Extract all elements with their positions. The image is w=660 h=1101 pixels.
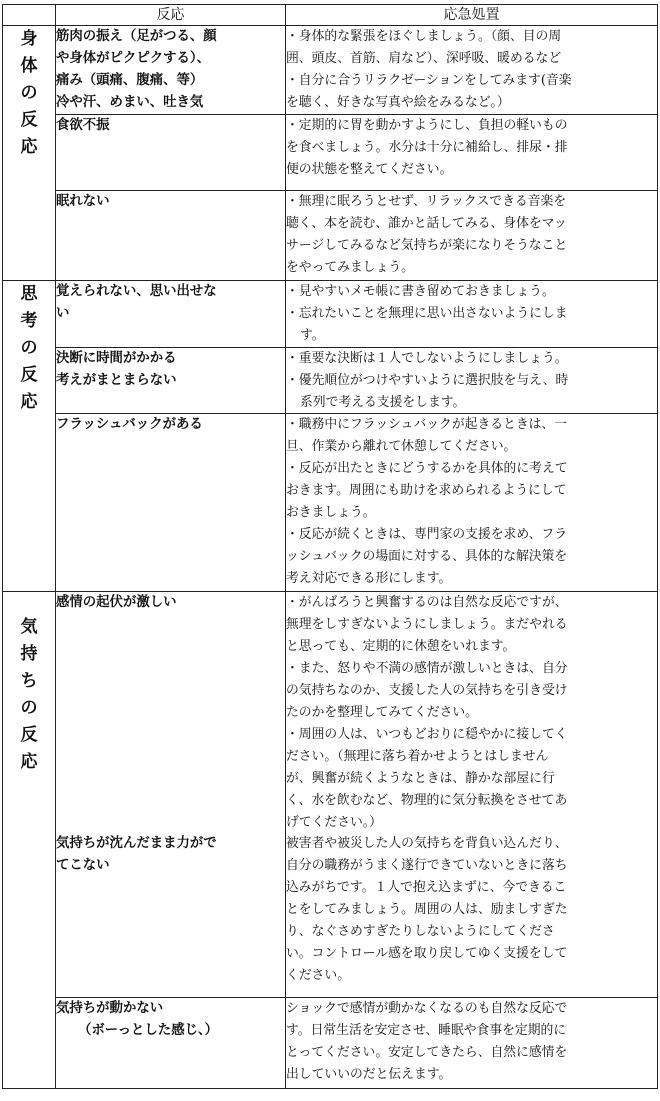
- action-line: 被害者や被災した人の気持ちを背負い込んだり、: [286, 836, 568, 852]
- header-category-blank: [3, 5, 56, 26]
- action-line: ・重要な決断は１人でしないようにしましょう。: [286, 350, 568, 366]
- action-line: ・定期的に胃を動かすようにし、負担の軽いもの: [286, 118, 568, 133]
- reaction-line: 筋肉の振え（足がつる、顔: [56, 29, 217, 44]
- action-cell: [286, 115, 658, 191]
- action-line: ・職務中にフラッシュバックが起きるときは、一: [286, 417, 568, 433]
- table-row: [3, 414, 658, 592]
- action-line: おきましょう。: [286, 505, 376, 521]
- action-line: 考え対応できる形にします。: [286, 570, 452, 586]
- category-char: ち: [20, 671, 38, 692]
- action-line: す。日常生活を安定させ、睡眠や食事を定期的に: [286, 1023, 567, 1039]
- action-line: 無理をしすぎないようにしましょう。まだやれる: [286, 617, 568, 633]
- category-char: 応: [20, 752, 38, 773]
- action-cell: [286, 998, 658, 1089]
- reaction-cell: [56, 281, 286, 348]
- action-line: とってください。安定してきたら、自然に感情を: [286, 1045, 568, 1061]
- action-line: 便の状態を整えてください。: [286, 161, 453, 177]
- category-char: の: [20, 698, 38, 719]
- action-line: サージしてみるなど気持ちが楽になりそうなこと: [286, 237, 568, 253]
- action-line: ・優先順位がつけやすいように選択肢を与え、時: [286, 372, 569, 388]
- reaction-line: 気持ちが沈んだまま力がで: [56, 836, 217, 852]
- action-line: の気持ちなのか、支援した人の気持ちを引き受け: [286, 683, 568, 699]
- action-cell: [286, 191, 658, 281]
- action-cell: [286, 281, 658, 348]
- category-char: の: [20, 83, 38, 103]
- action-line: ・周囲の人は、いつもどおりに穏やかに接してく: [286, 726, 568, 742]
- reaction-line: 痛み（頭痛、腹痛、等）: [56, 72, 204, 88]
- reaction-line: （ボーっとした感じ、）: [78, 1023, 219, 1039]
- header-row: [3, 5, 658, 26]
- reaction-cell: [56, 998, 286, 1089]
- reaction-cell: [56, 191, 286, 281]
- reaction-cell: [56, 414, 286, 592]
- reaction-line: 覚えられない、思い出せな: [56, 284, 217, 299]
- table-row: [3, 592, 658, 998]
- reaction-line: てこない: [56, 858, 110, 874]
- category-char: 応: [20, 137, 38, 157]
- header-reaction: 反応: [56, 5, 286, 26]
- action-line: い。コントロール感を取り戻してゆく支援をして: [286, 945, 568, 961]
- action-line: げてください。）: [286, 814, 382, 830]
- action-line: ・反応が出たときにどうするかを具体的に考えて: [286, 461, 568, 477]
- action-line: ッシュバックの場面に対する、具体的な解決策を: [286, 548, 568, 564]
- action-line: をやってみましょう。: [286, 259, 414, 275]
- category-body: [3, 26, 56, 281]
- category-char: 反: [20, 110, 38, 130]
- reaction-line: 気持ちが動かない: [56, 1001, 164, 1017]
- reaction-line: 決断に時間がかかる: [56, 350, 177, 366]
- action-line: たのかを整理してみてください。: [286, 704, 478, 720]
- action-line: を聴く、好きな写真や絵をみるなど。）: [286, 94, 510, 110]
- table-row: [3, 26, 658, 115]
- reaction-line: い: [56, 305, 70, 321]
- reaction-line: 冷や汗、めまい、吐き気: [56, 94, 204, 110]
- reaction-line: 考えがまとまらない: [56, 372, 177, 388]
- category-char: の: [20, 338, 38, 358]
- table-row: [3, 347, 658, 414]
- action-line: ショックで感情が動かなくなるのも自然な反応で: [286, 1001, 568, 1017]
- reaction-line: や身体がピクピクする）、: [56, 50, 210, 66]
- action-line: ・また、怒りや不満の感情が激しいときは、自分: [286, 661, 568, 677]
- action-line: ください。: [286, 967, 350, 983]
- action-line: ・無理に眠ろうとせず、リラックスできる音楽を: [286, 194, 567, 209]
- category-char: 気: [20, 617, 38, 638]
- category-char: 反: [20, 365, 38, 385]
- action-line: く、水を飲むなど、物理的に気分転換をさせてあ: [286, 792, 568, 808]
- category-char: 体: [20, 56, 38, 76]
- reaction-cell: [56, 26, 286, 115]
- category-feeling: [3, 592, 56, 1089]
- category-char: 反: [20, 725, 38, 746]
- reaction-cell: [56, 592, 286, 998]
- reaction-line: 食欲不振: [56, 118, 110, 133]
- action-cell: [286, 347, 658, 414]
- table-row: [3, 115, 658, 191]
- action-line: ・身体的な緊張をほぐしましょう。（顔、目の周: [286, 29, 562, 44]
- action-line: おきます。周囲にも助けを求められるようにして: [286, 483, 567, 499]
- action-cell: [286, 414, 658, 592]
- reaction-line: フラッシュバックがある: [56, 417, 203, 433]
- action-line: 旦、作業から離れて休憩してください。: [286, 439, 517, 455]
- category-thought: [3, 281, 56, 592]
- table-row: [3, 191, 658, 281]
- action-line: 自分の職務がうまく遂行できていないときに落ち: [286, 858, 568, 874]
- stress-reaction-table: [2, 4, 658, 1089]
- action-line: 聴く、本を読む、誰かと話してみる、身体をマッ: [286, 215, 567, 231]
- category-char: 身: [20, 29, 38, 49]
- action-cell: [286, 592, 658, 998]
- action-line: 囲、頭皮、首筋、肩など）、深呼吸、暖めるなど: [286, 50, 562, 66]
- action-line: ださい。（無理に落ち着かせようとはしません: [286, 748, 549, 764]
- reaction-line: 感情の起伏が激しい: [56, 595, 177, 611]
- action-line: ・がんばろうと興奮するのは自然な反応ですが、: [286, 595, 568, 611]
- action-line: 込みがちです。１人で抱え込まずに、今できるこ: [286, 880, 567, 896]
- reaction-line: 眠れない: [56, 194, 110, 209]
- action-line: が、興奮が続くようなときは、静かな部屋に行: [286, 770, 555, 786]
- header-action: 応急処置: [286, 5, 658, 26]
- action-line: ・見やすいメモ帳に書き留めておきましょう。: [286, 284, 555, 299]
- action-line: 出していいのだと伝えます。: [286, 1067, 452, 1083]
- action-line: とをしてみましょう。周囲の人は、励ましすぎた: [286, 902, 568, 918]
- action-line: ・忘れたいことを無理に思い出さないようにしま: [286, 305, 568, 321]
- category-char: 持: [20, 644, 38, 665]
- action-line: を食べましょう。水分は十分に補給し、排尿・排: [286, 139, 568, 155]
- action-line: す。: [300, 327, 325, 343]
- action-line: 系列で考える支援をします。: [300, 394, 466, 410]
- reaction-cell: [56, 115, 286, 191]
- table-row: [3, 281, 658, 348]
- action-line: と思っても、定期的に休憩をいれます。: [286, 639, 516, 655]
- category-char: 思: [20, 284, 38, 304]
- action-line: ・反応が続くときは、専門家の支援を求め、フラ: [286, 526, 568, 542]
- action-line: ・自分に合うリラクゼーションをしてみます(音楽: [286, 72, 572, 88]
- table-row: [3, 998, 658, 1089]
- category-char: 考: [20, 311, 38, 331]
- category-char: 応: [20, 392, 38, 412]
- reaction-cell: [56, 347, 286, 414]
- action-line: り、なぐさめすぎたりしないようにしてくださ: [286, 924, 555, 940]
- action-cell: [286, 26, 658, 115]
